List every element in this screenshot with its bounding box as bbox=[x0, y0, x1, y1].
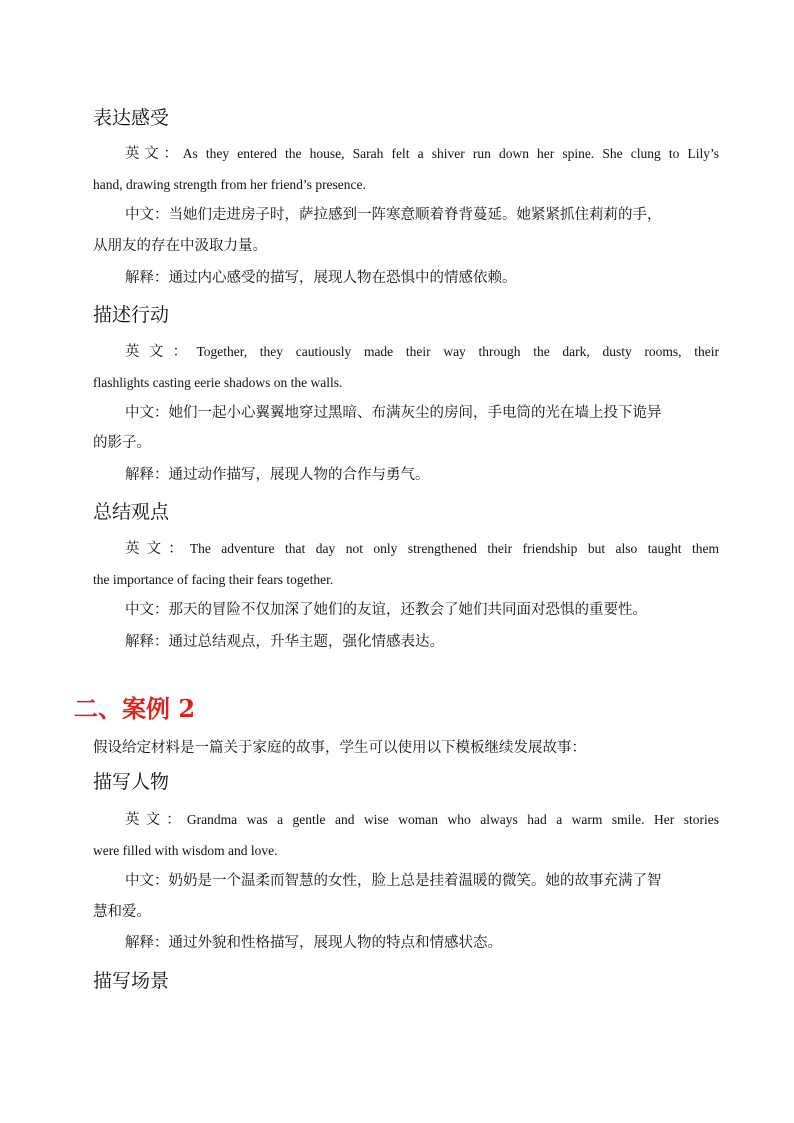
english-paragraph-line bbox=[125, 342, 719, 362]
chinese-label: 中文： bbox=[125, 873, 169, 889]
english-label: 英文： bbox=[125, 812, 187, 828]
explanation-text: 通过动作描写，展现人物的合作与勇气。 bbox=[168, 467, 430, 483]
chinese-paragraph-line bbox=[125, 403, 662, 423]
chinese-text: 那天的冒险不仅加深了她们的友谊，还教会了她们共同面对恐惧的重要性。 bbox=[168, 602, 647, 618]
explanation-line bbox=[125, 268, 517, 288]
section-heading-describe-action: 描述行动 bbox=[93, 304, 170, 326]
english-paragraph-line: the importance of facing their fears together. bbox=[93, 572, 334, 587]
explanation-label: 解释： bbox=[125, 634, 169, 650]
explanation-text: 通过外貌和性格描写，展现人物的特点和情感状态。 bbox=[168, 935, 502, 951]
chinese-paragraph-line bbox=[125, 871, 662, 891]
explanation-text: 通过内心感受的描写，展现人物在恐惧中的情感依赖。 bbox=[168, 270, 517, 286]
chinese-paragraph-line: 的影子。 bbox=[93, 435, 151, 451]
explanation-label: 解释： bbox=[125, 467, 169, 483]
chinese-paragraph-line: 慧和爱。 bbox=[93, 904, 151, 920]
chinese-label: 中文： bbox=[125, 602, 169, 618]
english-paragraph-line: flashlights casting eerie shadows on the walls. bbox=[93, 375, 343, 390]
section-heading-describe-scene: 描写场景 bbox=[93, 970, 170, 992]
english-paragraph-line: were filled with wisdom and love. bbox=[93, 843, 278, 858]
english-label: 英文： bbox=[125, 541, 190, 557]
english-paragraph-line: hand, drawing strength from her friend’s presence. bbox=[93, 177, 366, 192]
english-text: Together, they cautiously made their way through the dark, dusty rooms, their bbox=[196, 344, 719, 359]
english-text: The adventure that day not only strengthened their friendship but also taught them bbox=[189, 541, 720, 556]
chinese-label: 中文： bbox=[125, 405, 169, 421]
explanation-line bbox=[125, 465, 430, 485]
english-paragraph-line bbox=[125, 144, 719, 164]
english-text: As they entered the house, Sarah felt a shiver run down her spine. She clung to Lily’s bbox=[182, 146, 719, 161]
section-heading-express-feelings: 表达感受 bbox=[93, 107, 170, 129]
english-paragraph-line bbox=[125, 539, 719, 559]
section-heading-summarize-view: 总结观点 bbox=[93, 501, 170, 523]
chinese-text: 当她们走进房子时，萨拉感到一阵寒意顺着脊背蔓延。她紧紧抓住莉莉的手， bbox=[168, 207, 662, 223]
explanation-label: 解释： bbox=[125, 270, 169, 286]
explanation-text: 通过总结观点，升华主题，强化情感表达。 bbox=[168, 634, 444, 650]
chinese-text: 她们一起小心翼翼地穿过黑暗、布满灰尘的房间，手电筒的光在墙上投下诡异 bbox=[168, 405, 662, 421]
explanation-line bbox=[125, 632, 444, 652]
explanation-label: 解释： bbox=[125, 935, 169, 951]
english-label: 英文： bbox=[125, 344, 197, 360]
section-heading-describe-character: 描写人物 bbox=[93, 771, 170, 793]
case-title: 二、案例 2 bbox=[74, 694, 196, 723]
chinese-paragraph-line bbox=[125, 600, 647, 620]
explanation-line bbox=[125, 933, 502, 953]
case-intro: 假设给定材料是一篇关于家庭的故事，学生可以使用以下模板继续发展故事： bbox=[93, 740, 586, 756]
chinese-label: 中文： bbox=[125, 207, 169, 223]
chinese-text: 奶奶是一个温柔而智慧的女性，脸上总是挂着温暖的微笑。她的故事充满了智 bbox=[168, 873, 662, 889]
chinese-paragraph-line: 从朋友的存在中汲取力量。 bbox=[93, 238, 267, 254]
english-text: Grandma was a gentle and wise woman who always had a warm smile. Her stories bbox=[186, 812, 720, 827]
chinese-paragraph-line bbox=[125, 205, 662, 225]
english-paragraph-line bbox=[125, 810, 719, 830]
english-label: 英文： bbox=[125, 146, 183, 162]
